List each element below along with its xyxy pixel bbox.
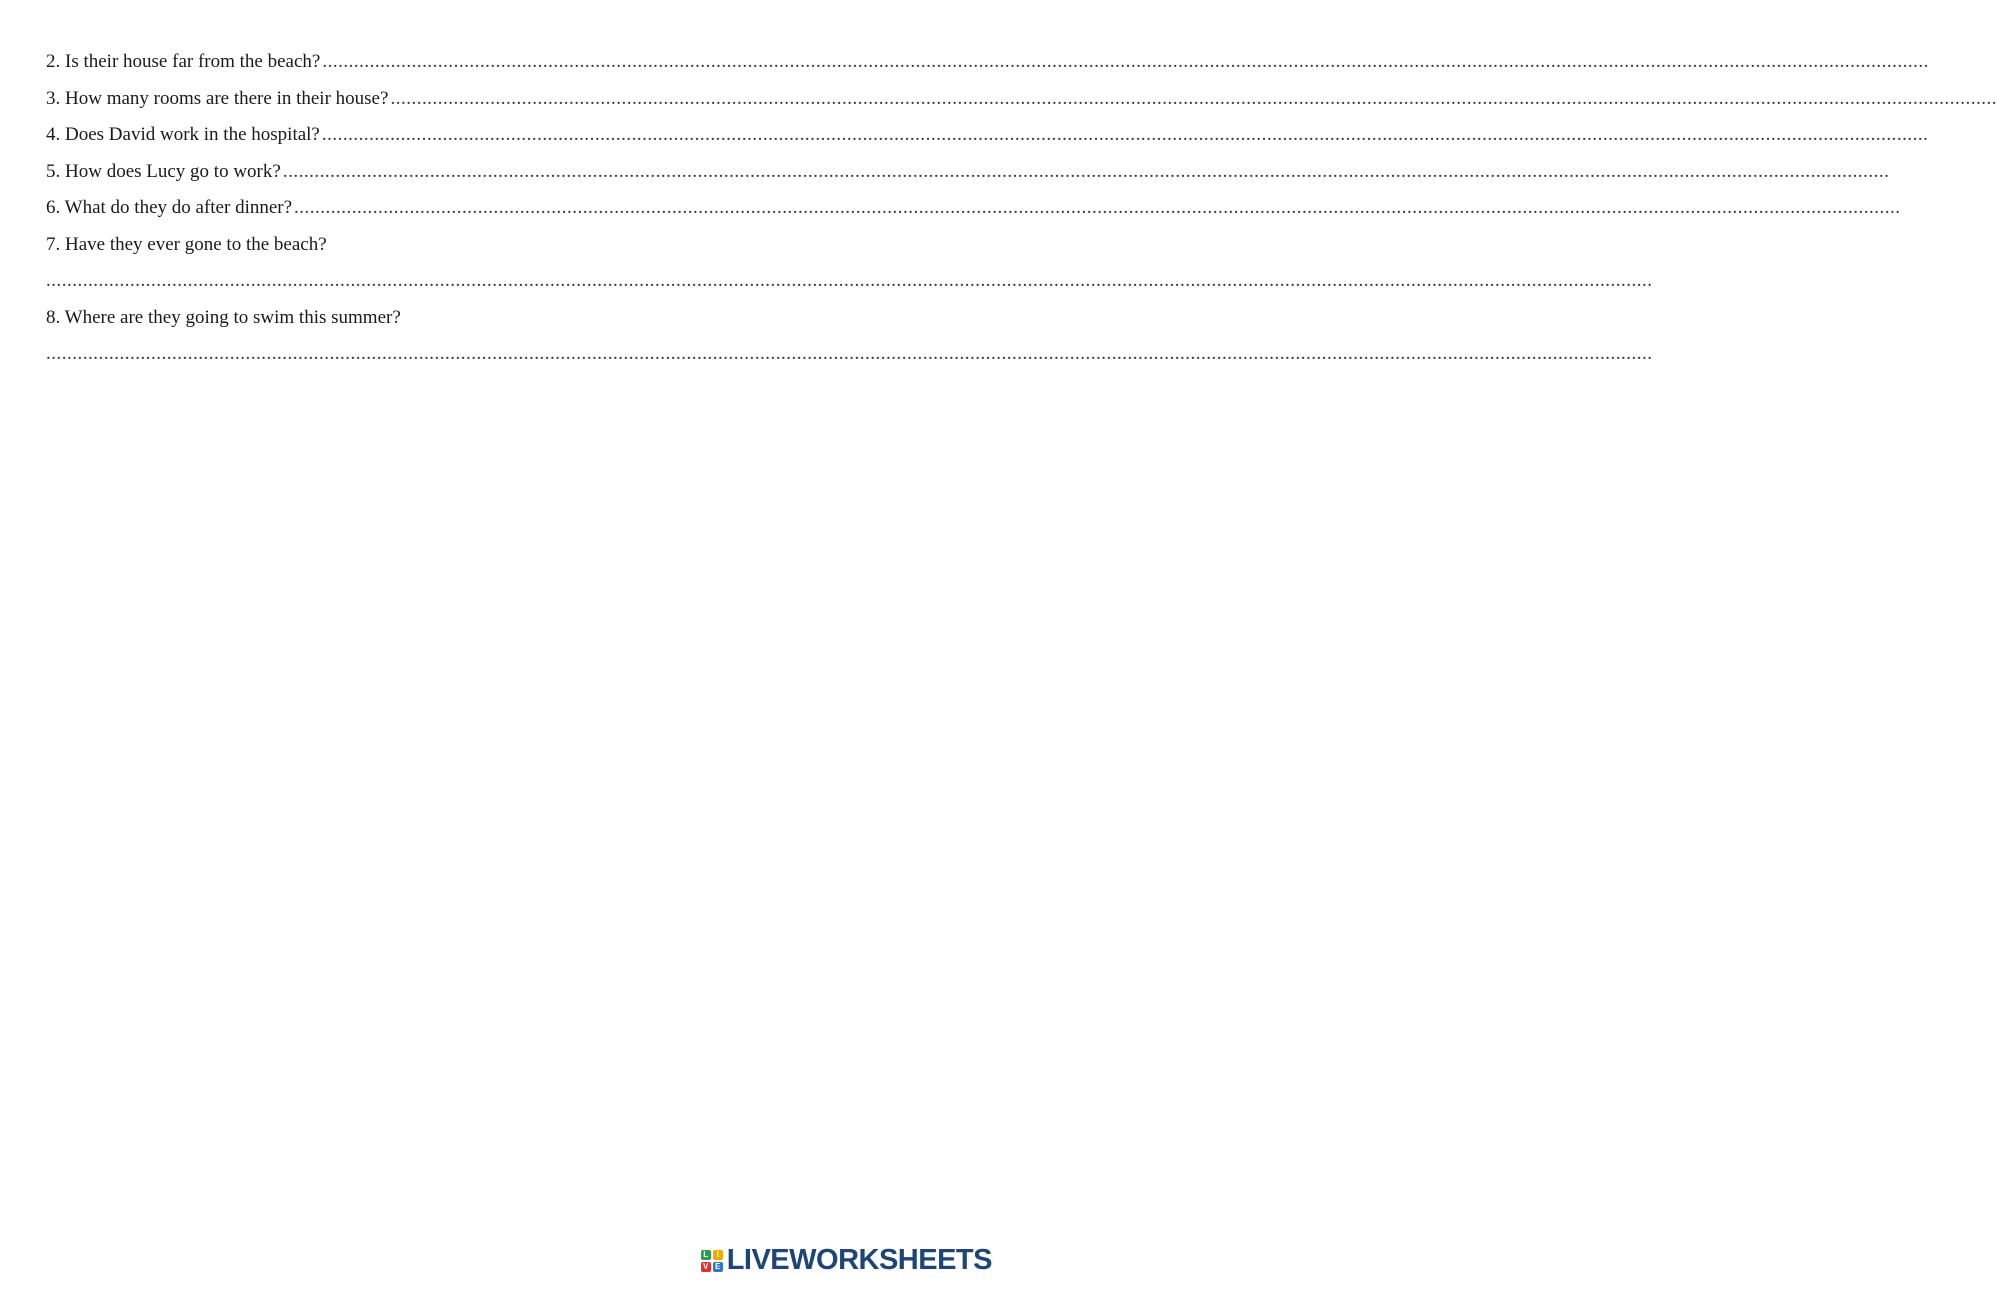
question-8-text: 8. Where are they going to swim this summer? [46,306,401,328]
answer-field-2[interactable]: .................................................................................................................................................................................................................................................................................................................. [322,51,1929,72]
answer-field-8[interactable]: .................................................................................................................................................................................................................................................................................................................. [46,343,1653,364]
question-row-3 [46,81,1997,118]
worksheet-questions [46,44,1997,373]
question-row-4 [46,117,1929,154]
logo-tile-i: I [713,1250,723,1260]
question-row-2 [46,44,1929,81]
answer-field-6[interactable]: .................................................................................................................................................................................................................................................................................................................. [294,197,1901,218]
question-2-text: 2. Is their house far from the beach? [46,51,321,72]
question-7-text: 7. Have they ever gone to the beach? [46,233,327,255]
question-row-7 [46,227,936,264]
logo-tile-l: L [701,1250,711,1260]
answer-field-5[interactable]: .................................................................................................................................................................................................................................................................................................................. [282,160,1890,182]
logo-tiles-icon [701,1250,723,1272]
question-row-6 [46,190,1901,227]
logo-text: LIVEWORKSHEETS [726,1244,992,1276]
question-3-text: 3. How many rooms are there in their house? [46,87,389,109]
question-5-text: 5. How does Lucy go to work? [46,160,281,182]
answer-field-3[interactable]: .................................................................................................................................................................................................................................................................................................................. [390,87,1997,109]
question-6-text: 6. What do they do after dinner? [46,197,293,218]
answer-field-7[interactable]: .................................................................................................................................................................................................................................................................................................................. [46,270,1653,291]
question-row-8 [46,300,936,337]
logo-tile-e: E [713,1262,723,1272]
question-4-text: 4. Does David work in the hospital? [46,124,320,145]
liveworksheets-logo [701,1244,992,1277]
logo-tile-v: V [701,1262,711,1272]
answer-field-4[interactable]: .................................................................................................................................................................................................................................................................................................................. [321,124,1929,145]
question-row-5 [46,154,1890,191]
